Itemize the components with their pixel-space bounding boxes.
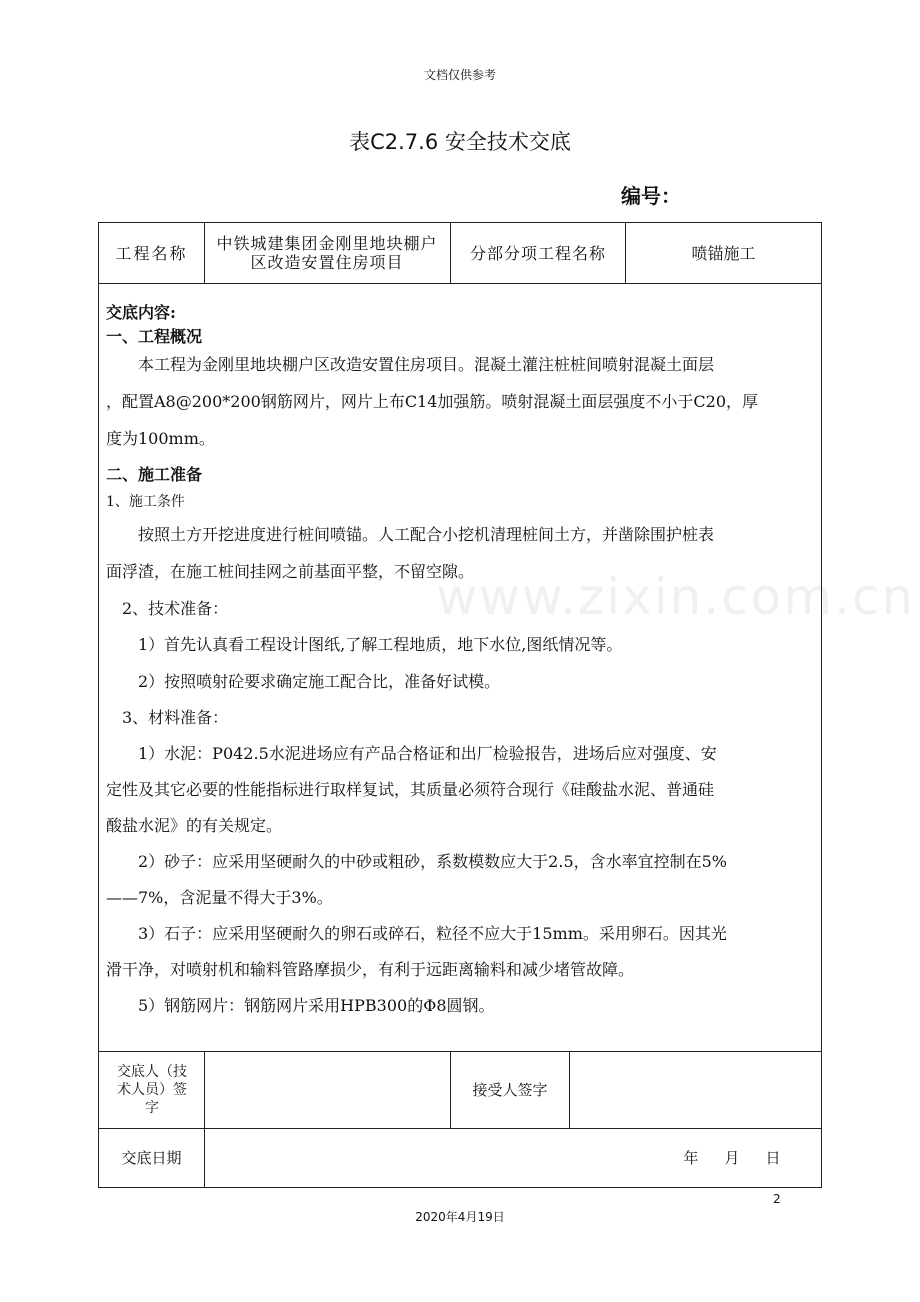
content-line: 2）砂子：应采用坚硬耐久的中砂或粗砂，系数模数应大于2.5，含水率宜控制在5% [106, 852, 728, 871]
table-rule [204, 222, 205, 283]
watermark: www.zixin.com.cn [436, 568, 916, 626]
content-line: 本工程为金刚里地块棚户区改造安置住房项目。混凝土灌注桩桩间喷射混凝土面层 [106, 355, 715, 374]
content-line: 2）按照喷射砼要求确定施工配合比，准备好试模。 [106, 672, 501, 691]
receiver-label: 接受人签字 [472, 1080, 548, 1099]
content-line: 2、技术准备： [106, 599, 229, 618]
date-day: 日 [765, 1149, 781, 1167]
section-heading: 一、工程概况 [106, 327, 203, 346]
section-heading: 二、施工准备 [106, 465, 203, 484]
content-line: 定性及其它必要的性能指标进行取样复试，其质量必须符合现行《硅酸盐水泥、普通硅 [106, 780, 715, 799]
content-line: 滑干净，对喷射机和输料管路摩损少，有利于远距离输料和减少堵管故障。 [106, 960, 635, 979]
page-number: 2 [773, 1192, 781, 1206]
page-header: 文档仅供参考 [423, 68, 496, 82]
content-line: 1）水泥：P042.5水泥进场应有产品合格证和出厂检验报告，进场后应对强度、安 [106, 744, 717, 763]
content-line: 1）首先认真看工程设计图纸,了解工程地质，地下水位,图纸情况等。 [106, 635, 623, 654]
project-name-value: 中铁城建集团金刚里地块棚户区改造安置住房项目 [216, 234, 438, 272]
content-heading: 交底内容: [106, 303, 176, 322]
date-month: 月 [724, 1149, 740, 1167]
subproject-label: 分部分项工程名称 [469, 243, 606, 263]
table-rule [98, 1128, 822, 1129]
content-line: 3）石子：应采用坚硬耐久的卵石或碎石，粒径不应大于15mm。采用卵石。因其光 [106, 924, 727, 943]
content-line: 3、材料准备： [106, 708, 229, 727]
table-rule [98, 283, 822, 284]
date-year: 年 [683, 1149, 699, 1167]
doc-number-label: 编号： [621, 184, 681, 208]
content-line: 面浮渣，在施工桩间挂网之前基面平整，不留空隙。 [106, 562, 475, 581]
content-line: 酸盐水泥》的有关规定。 [106, 816, 283, 835]
footer-date: 2020年4月19日 [415, 1210, 505, 1224]
discloser-label: 交底人（技术人员）签字 [117, 1064, 187, 1116]
table-rule [204, 1128, 205, 1188]
content-line: 度为100mm。 [106, 429, 215, 448]
content-line: 5）钢筋网片：钢筋网片采用HPB300的Φ8圆钢。 [106, 996, 495, 1015]
date-label: 交底日期 [121, 1149, 182, 1167]
document-title: 表C2.7.6 安全技术交底 [349, 130, 571, 154]
subproject-value: 喷锚施工 [691, 243, 756, 263]
content-line: 按照土方开挖进度进行桩间喷锚。人工配合小挖机清理桩间土方，并凿除围护桩表 [106, 525, 715, 544]
project-name-label: 工程名称 [115, 243, 188, 263]
content-line: ——7%，含泥量不得大于3%。 [106, 888, 333, 907]
discloser-signature [205, 1052, 450, 1128]
content-line: 1、施工条件 [106, 494, 185, 510]
content-line: ，配置A8@200*200钢筋网片，网片上布C14加强筋。喷射混凝土面层强度不小于C20，厚 [106, 392, 759, 411]
receiver-signature [570, 1052, 821, 1128]
